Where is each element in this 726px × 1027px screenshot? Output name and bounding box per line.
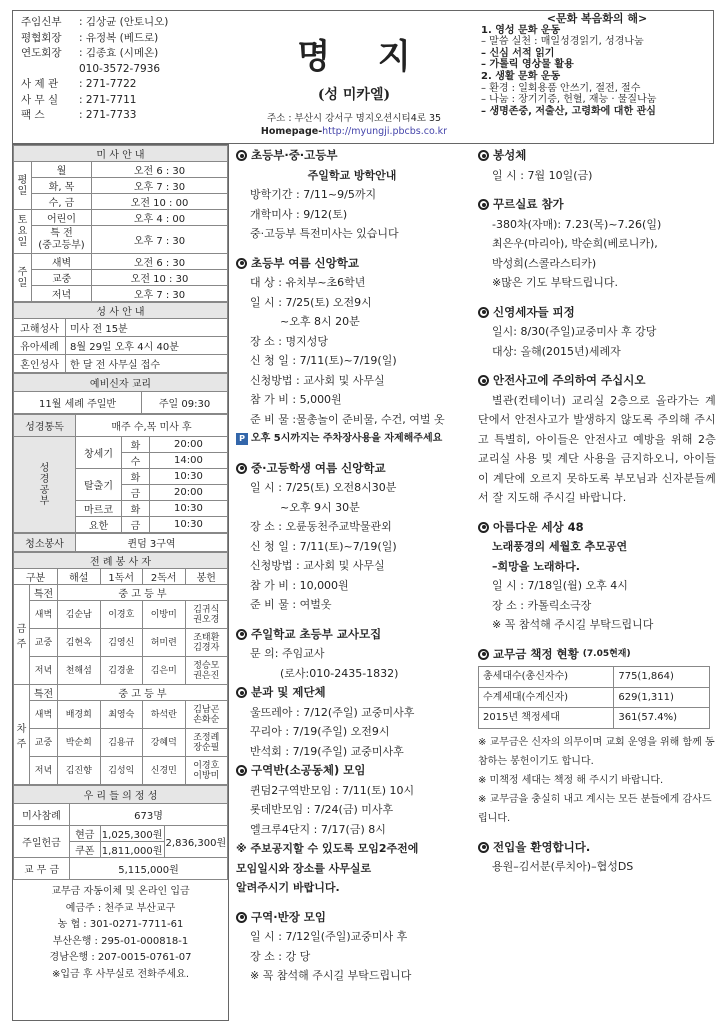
staff-key: 연도회장 [21, 47, 62, 59]
mass-title: 미 사 안 내 [14, 146, 228, 162]
bank-line: 부산은행 : 295-01-000818-1 [52, 935, 189, 947]
text-line: ~오후 8시 20분 [280, 315, 360, 328]
bullet-icon [236, 629, 247, 640]
table-row [479, 687, 710, 708]
text-line: 신청방법 : 교사회 및 사무실 [250, 559, 385, 572]
staff-row [21, 62, 221, 78]
staff-row [21, 46, 221, 62]
text-line: 용원–김서분(루치아)–협성DS [492, 860, 634, 873]
table-row [479, 708, 710, 729]
text-line: ※ 교무금은 신자의 의무이며 교회 운영을 위해 함께 동참하는 봉헌이기도 합니다. [478, 736, 715, 767]
section-small-community: 구역반(소공동체) 모임 [236, 761, 468, 781]
text-line: 문 의: 주임교사 [250, 647, 325, 660]
text-line: -380차(자매): 7.23(목)~7.26(일) [492, 217, 662, 231]
liturgy-table: 전 례 봉 사 자 구분 해설 1독서 2독서 봉헌 금주 특전 중 고 등 부 새벽 김순남 이경호 이방미 김귀식 권오경 교중 김현옥 김영신 허미련 조태환 김경자 저녁 천해섬 김경윤 김은미 정승모 권은진 차주 특전 중 고 등 부 새벽 배경희 최영숙 하석란 김남곤 손화순 교중 박순희 김용규 강혜덕 조정례 장순필 저녁 김진향 김성익 신경민 이경호 이방미 [13, 552, 228, 785]
sunday-label: 주 일 [14, 254, 32, 302]
parish-title-block [223, 15, 485, 137]
section-youth-camp: 중·고등학생 여름 신앙학교 [236, 459, 468, 479]
text-line: 알려주시기 바랍니다. [236, 881, 340, 894]
right-column [478, 146, 716, 877]
bullet-icon [236, 687, 247, 698]
bank-line: 경남은행 : 207-0015-0761-07 [49, 952, 192, 963]
bank-info [13, 880, 228, 983]
bullet-icon [478, 375, 489, 386]
culture-item: – 말씀 실천 : 매일성경읽기, 성경나눔 [481, 36, 644, 48]
cleaning-table: 청소봉사 퀸덤 3구역 [13, 533, 228, 552]
middle-column: 초등부·중·고등부 주일학교 방학안내 방학기간 : 7/11~9/5까지 개학미사 : 9/12(토) 중·고등부 특전미사는 있습니다 초등부 여름 신앙학교 대 상 : 유치부~초6학년 일 시 : 7/25(토) 오전9시 ~오후 8시 20분 장 소 : 명지성당 신 청 일 : 7/11(토)~7/19(일) 신청방법 : 교사회 및 사무실 참 가 비 : 5,000원 준 비 물 :물총놀이 준비물, 수건, 여벌 옷 P 오후 5시까지는 주차장사용을 자제해주세요 중·고등학생 여름 신앙학교 일 시 : 7/25(토) 오전8시30분 ~오후 9시 30분 장 소 : 오륜동천주교박물관외 신 청 일 : 7/11(토)~7/19(일) 신청방법 : 교사회 및 사무실 참 가 비 : 10,000원 준 비 물 : 여벌옷 주일학교 초등부 교사모집 문 의: 주임교사 (로사:010-2435-1832) 분과 및 제단체 울뜨레아 : 7/12(주일) 교중미사후 꾸리아 : 7/19(주일) 오전9시 반석회 : 7/19(주일) 교중미사후 구역반(소공동체) 모임 퀸덤2구역반모임 : 7/11(토) 10시 롯데반모임 : 7/24(금) 미사후 엘크루4단지 : 7/17(금) 8시 ※ 주보공지할 수 있도록 모임2주전에 모임일시와 장소를 사무실로 알려주시기 바랍니다. 구역·반장 모임 일 시 : 7/12일(주일)교중미사 후 장 소 : 강 당 ※ 꼭 참석해 주시길 부탁드립니다 [236, 146, 468, 986]
bullet-icon [236, 912, 247, 923]
staff-value: : 유정복 (베드로) [79, 31, 159, 44]
text-line: 일 시 : 7/12일(주일)교중미사 후 [250, 930, 408, 943]
homepage-link[interactable]: http://myungji.pbcbs.co.kr [322, 126, 448, 137]
liturgy-title: 전 례 봉 사 자 [14, 553, 228, 569]
text-line: 울뜨레아 : 7/12(주일) 교중미사후 [250, 705, 415, 719]
bullet-icon [236, 150, 247, 161]
bank-line: 예금주 : 천주교 부산교구 [65, 902, 176, 914]
section-teacher-recruit: 주일학교 초등부 교사모집 [236, 625, 468, 645]
bible-study-label: 성 경 공 부 [14, 437, 76, 533]
text-line: 롯데반모임 : 7/24(금) 미사후 [250, 803, 394, 816]
weekday-label: 평 일 [14, 162, 32, 210]
text-line: ※ 교무금을 충실히 내고 계시는 모든 분들에게 감사드립니다. [478, 793, 712, 824]
bank-line: 농 협 : 301-0271-7711-61 [57, 919, 184, 930]
text-line: –희망을 노래하다. [492, 559, 580, 573]
text-line: 중·고등부 특전미사는 있습니다 [250, 227, 399, 240]
table-row [479, 667, 710, 688]
staff-row [21, 77, 221, 93]
parish-address: 주소 : 부산시 강서구 명지오션시티4로 35 [266, 113, 442, 124]
section-school-vacation: 초등부·중·고등부 [236, 146, 468, 166]
table-cell: 수계세대(수계신자) [479, 687, 614, 708]
saturday-label: 토 요 일 [14, 210, 32, 254]
staff-key: 주임신부 [21, 16, 62, 28]
bullet-icon [478, 842, 489, 853]
culture-title: <문화 복음화의 해> [546, 12, 648, 25]
left-column [12, 144, 229, 1021]
text-line: 장 소 : 강 당 [250, 949, 311, 963]
safety-text: 별관(컨테이너) 교리실 2층으로 올라가는 계단에서 안전사고가 발생하지 않도록 주의해 주시고 특별히, 아이들은 안전사고 예방을 위해 2층 교리실 사용 및 계단 사용을 금지하오니, 아이들이 계단에 오르지 못하도록 부모님과 신자분들께서 잘 지도해 주시길 바랍니다. [478, 393, 716, 504]
text-line: 방학기간 : 7/11~9/5까지 [250, 188, 377, 201]
staff-row [21, 93, 221, 109]
text-line: 대 상 : 유치부~초6학년 [250, 276, 366, 289]
bank-line: 교무금 자동이체 및 온라인 입금 [51, 886, 190, 897]
text-line: 대상: 올해(2015년)세례자 [492, 344, 621, 358]
staff-row [21, 15, 221, 31]
text-line: 신 청 일 : 7/11(토)~7/19(일) [250, 354, 397, 367]
sacrament-table: 성 사 안 내 고해성사 미사 전 15분 유아세례 8월 29일 오후 4시 40분 혼인성사 한 달 전 사무실 접수 [13, 302, 228, 373]
parish-subtitle: (성 미카엘) [317, 87, 391, 103]
homepage: Homepage-http://myungji.pbcbs.co.kr [260, 126, 448, 137]
table-cell: 629(1,311) [614, 687, 710, 708]
parish-title: 명 지 [297, 37, 429, 77]
text-line: 꾸리아 : 7/19(주일) 오전9시 [250, 725, 390, 738]
text-line: 일 시 : 7/18일(월) 오후 4시 [492, 579, 628, 592]
staff-key [21, 62, 79, 78]
staff-key: 사 제 관 [21, 78, 59, 90]
text-line: 장 소 : 카톨릭소극장 [492, 598, 592, 612]
section-communion-sick: 봉성체 [478, 146, 716, 166]
section-retreat: 신영세자들 피정 [478, 303, 716, 323]
text-line: 장 소 : 명지성당 [250, 334, 328, 348]
text-line: 참 가 비 : 10,000원 [250, 578, 349, 592]
table-cell: 361(57.4%) [614, 708, 710, 729]
text-line: ~오후 9시 30분 [280, 500, 360, 514]
text-line: 엘크루4단지 : 7/17(금) 8시 [250, 822, 386, 836]
mass-schedule-table: 미 사 안 내 평 일 월 오전 6 : 30 화, 목 오후 7 : 30 수, 금 오전 10 : 00 토 요 일 어린이 오후 4 : 00 특 전 (중고등부) 오후 7 : 30 주 일 새벽 오전 6 : 30 교중 오전 10 : 30 저녁 오후 7 : 30 [13, 145, 228, 302]
text-line: 장 소 : 오륜동천주교박물관외 [250, 520, 392, 533]
bullet-icon [478, 150, 489, 161]
text-line: 반석회 : 7/19(주일) 교중미사후 [250, 744, 404, 758]
bullet-icon [478, 199, 489, 210]
parking-notice: P 오후 5시까지는 주차장사용을 자제해주세요 [236, 429, 468, 449]
text-line: ※ 꼭 참석해 주시길 부탁드립니다 [492, 618, 654, 631]
text-line: 신 청 일 : 7/11(토)~7/19(일) [250, 539, 397, 553]
text-line: 준 비 물 : 여벌옷 [250, 598, 332, 611]
section-safety: 안전사고에 주의하여 주십시오 [478, 371, 716, 391]
section-groups: 분과 및 제단체 [236, 683, 468, 703]
staff-value: : 271-7722 [79, 78, 137, 90]
staff-value: : 271-7733 [79, 109, 137, 121]
text-line: ※ 미책정 세대는 책정 해 주시기 바랍니다. [478, 774, 664, 786]
staff-value: 010-3572-7936 [79, 62, 161, 75]
tithe-status-table [478, 666, 710, 729]
section-children-camp: 초등부 여름 신앙학교 [236, 254, 468, 274]
text-line: 개학미사 : 9/12(토) [250, 207, 348, 221]
culture-item: – 나눔 : 장기기증, 헌혈, 재능 · 물질나눔 [481, 94, 657, 106]
culture-item: – 생명존중, 저출산, 고령화에 대한 관심 [481, 105, 656, 117]
parish-staff-info [21, 15, 221, 124]
text-line: 퀸덤2구역반모임 : 7/11(토) 10시 [250, 783, 415, 797]
bank-line: ※입금 후 사무실로 전화주세요. [51, 968, 189, 980]
staff-row [21, 31, 221, 47]
staff-value: : 김상균 (안토니오) [79, 16, 169, 28]
table-cell: 775(1,864) [614, 667, 710, 688]
finance-table: 우 리 들 의 정 성 미사참례 673명 주일헌금 현금 1,025,300원 쿠폰 1,811,000원 2,836,300원 교 무 금 5,115,000원 [13, 785, 228, 880]
text-line: ※ 꼭 참석해 주시길 부탁드립니다 [250, 969, 412, 982]
culture-item: – 신심 서적 읽기 [481, 47, 555, 59]
text-line: 일 시 : 7/25(토) 오전8시30분 [250, 481, 397, 494]
text-line: 참 가 비 : 5,000원 [250, 393, 342, 406]
section-tithe-status: 교무금 책정 현황 (7.05현재) [478, 645, 716, 665]
bulletin-header [12, 10, 714, 144]
culture-list [481, 25, 713, 118]
section-leaders-meeting: 구역·반장 모임 [236, 908, 468, 928]
text-line: ※많은 기도 부탁드립니다. [492, 276, 618, 289]
text-line: 최은우(마리아), 박순희(베로니카), [492, 237, 658, 250]
staff-row [21, 108, 221, 124]
text-line: 준 비 물 :물총놀이 준비물, 수건, 여벌 옷 [250, 412, 445, 426]
text-line: 박성희(스콜라스티카) [492, 256, 597, 270]
bullet-icon [236, 258, 247, 269]
text-line: 일 시 : 7/25(토) 오전9시 [250, 295, 372, 309]
text-line: 일시: 8/30(주일)교중미사 후 강당 [492, 325, 657, 338]
text-line: 노래풍경의 세월호 추모공연 [492, 540, 628, 553]
staff-value: : 김종효 (시메온) [79, 47, 159, 59]
bible-table: 성경통독 매주 수,목 미사 후 성 경 공 부 창세기 화 20:00 수 14:00 탈출기 화 10:30 금 20:00 마르코 화 10:30 요한 금 10:30 [13, 414, 228, 533]
section-concert: 아름다운 세상 48 [478, 518, 716, 538]
staff-key: 팩 스 [21, 109, 45, 121]
staff-key: 사 무 실 [21, 93, 59, 106]
text-line: 모임일시와 장소를 사무실로 [236, 861, 372, 875]
table-cell: 총세대수(총신자수) [479, 667, 614, 688]
text-line: 신청방법 : 교사회 및 사무실 [250, 373, 385, 387]
section-welcome: 전입을 환영합니다. [478, 838, 716, 858]
bullet-icon [236, 765, 247, 776]
culture-item: – 가톨릭 영상물 활용 [481, 59, 574, 71]
staff-value: : 271-7711 [79, 93, 137, 106]
bullet-icon [478, 649, 489, 660]
culture-item: – 환경 : 일회용품 안쓰기, 절전, 절수 [481, 82, 641, 94]
text-line: 일 시 : 7월 10일(금) [492, 168, 593, 182]
section-cursillo: 꾸르실료 참가 [478, 195, 716, 215]
text-line: (로사:010-2435-1832) [280, 666, 399, 680]
staff-key: 평협회장 [21, 31, 62, 44]
table-cell: 2015년 책정세대 [479, 708, 614, 729]
bullet-icon [478, 522, 489, 533]
bullet-icon [236, 463, 247, 474]
text-line: ※ 주보공지할 수 있도록 모임2주전에 [236, 842, 419, 855]
culture-year-box [481, 13, 713, 117]
catechism-table: 예비신자 교리 11월 세례 주일반 주일 09:30 [13, 373, 228, 414]
parking-icon: P [236, 433, 248, 445]
culture-item: 2. 생활 문화 운동 [481, 70, 561, 82]
bullet-icon [478, 307, 489, 318]
culture-item: 1. 영성 문화 운동 [481, 24, 561, 36]
